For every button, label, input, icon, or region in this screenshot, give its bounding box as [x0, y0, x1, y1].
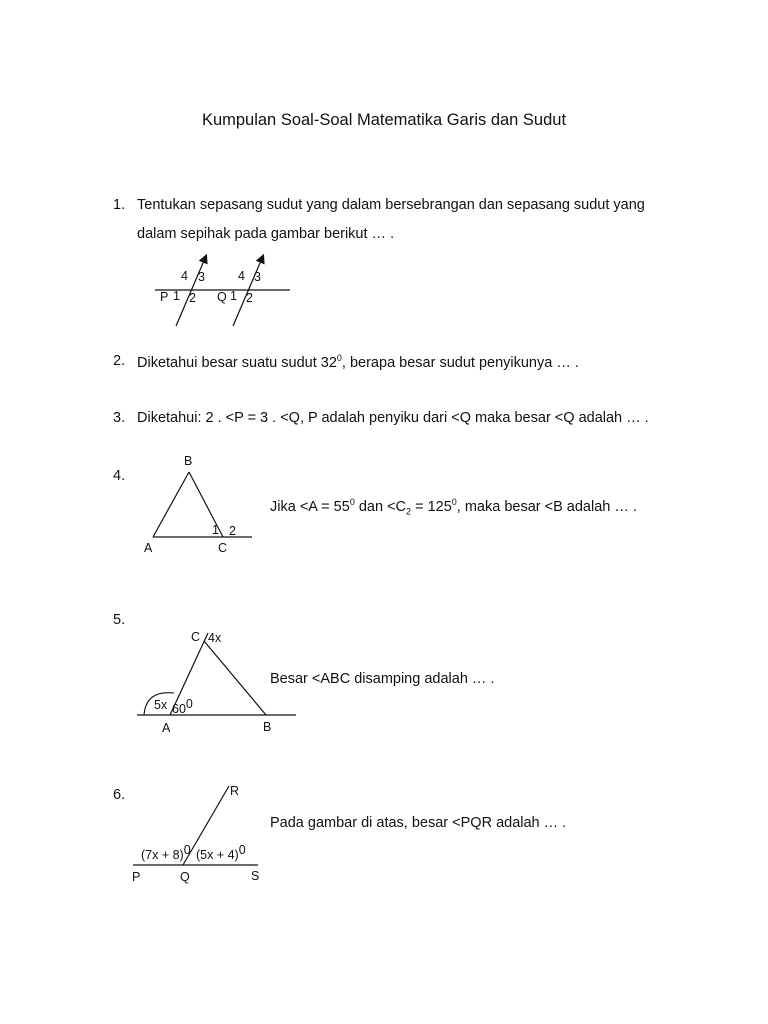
q5-label-a-ext: 5x: [154, 698, 168, 712]
q5-label-c-ext: 4x: [208, 631, 222, 645]
q2-text-before: Diketahui besar suatu sudut 32: [137, 354, 337, 371]
page-title: Kumpulan Soal-Soal Matematika Garis dan Sudut: [201, 111, 567, 129]
q3-number: 3.: [113, 410, 126, 426]
q5-number: 5.: [113, 612, 126, 628]
q1-label-p4: 4: [181, 269, 188, 283]
q5-label-c: C: [191, 630, 201, 644]
q5-label-a-int-value: 60: [172, 702, 186, 716]
q1-label-p3: 3: [198, 270, 205, 284]
q4-text-c: = 125: [411, 498, 452, 515]
q4-text-b: dan <C: [354, 498, 407, 515]
q6-label-left-angle: [141, 843, 191, 862]
q4-label-b: B: [184, 454, 193, 468]
q3-text: Diketahui: 2 . <P = 3 . <Q, P adalah penyiku dari <Q maka besar <Q adalah … .: [137, 410, 649, 426]
q4-sup-a: 0: [349, 497, 355, 507]
q4-label-c: C: [218, 541, 228, 555]
q5-label-a: A: [162, 721, 171, 735]
q1-label-p1: 1: [173, 289, 180, 303]
q5-label-a-int-sup: 0: [185, 697, 193, 711]
q6-left-angle-sup: 0: [183, 843, 191, 857]
q6-right-angle-value: (5x + 4): [196, 848, 239, 862]
q4-label-a: A: [144, 541, 153, 555]
q5-text: Besar <ABC disamping adalah … .: [270, 671, 495, 687]
q6-right-angle-sup: 0: [238, 843, 246, 857]
q6-left-angle-value: (7x + 8): [141, 848, 184, 862]
q1-label-p2: 2: [189, 291, 196, 305]
q4-sup-c: 0: [451, 497, 457, 507]
q4-label-angle2: 2: [229, 524, 236, 538]
q5-label-b: B: [263, 720, 272, 734]
q6-label-q: Q: [180, 870, 190, 884]
q1-label-q3: 3: [254, 270, 261, 284]
q6-label-right-angle: [196, 843, 246, 862]
q4-label-angle1: 1: [212, 523, 219, 537]
q4-text-d: , maka besar <B adalah … .: [456, 498, 637, 515]
q1-label-q2: 2: [246, 291, 253, 305]
q6-number: 6.: [113, 787, 126, 803]
q6-label-r: R: [230, 784, 240, 798]
q4-number: 4.: [113, 468, 126, 484]
q2-text-after: , berapa besar sudut penyikunya … .: [341, 354, 579, 371]
q1-label-q4: 4: [238, 269, 245, 283]
q1-text-line1: Tentukan sepasang sudut yang dalam bersebrangan dan sepasang sudut yang: [137, 197, 645, 213]
q6-label-p: P: [132, 870, 141, 884]
q1-number: 1.: [113, 197, 126, 213]
q2-sup: 0: [336, 353, 342, 363]
q4-text-a: Jika <A = 55: [270, 498, 350, 515]
q2-number: 2.: [113, 353, 126, 369]
q1-label-q1: 1: [230, 289, 237, 303]
q6-label-s: S: [251, 869, 260, 883]
q1-text-line2: dalam sepihak pada gambar berikut … .: [137, 226, 395, 242]
q1-label-q: Q: [217, 290, 227, 304]
q1-label-p: P: [160, 290, 169, 304]
q6-text: Pada gambar di atas, besar <PQR adalah … .: [270, 815, 567, 831]
q4-sub-c: 2: [406, 506, 412, 517]
